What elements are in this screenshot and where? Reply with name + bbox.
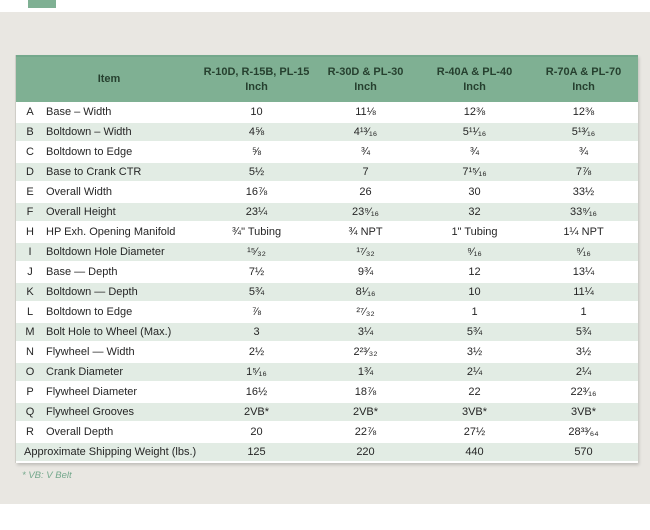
row-value: ¹⁷⁄₃₂ (356, 246, 375, 258)
row-letter: I (28, 246, 32, 258)
row-value: 12⅜ (463, 105, 486, 118)
row-value: ¾ (469, 146, 480, 158)
row-value: 23¼ (245, 206, 268, 218)
row-item-label: Crank Diameter (46, 366, 124, 378)
row-item-label: Boltdown to Edge (46, 146, 133, 158)
row-item-label: Overall Depth (46, 426, 114, 438)
shipping-weight-value: 570 (574, 446, 593, 458)
table-row (16, 122, 638, 142)
row-item-label: Boltdown to Edge (46, 306, 133, 318)
table-row (16, 342, 638, 362)
row-value: 3VB* (570, 406, 597, 418)
row-letter: N (26, 346, 34, 358)
table-row (16, 302, 638, 322)
row-value: 5¾ (575, 326, 592, 338)
row-value: 5¹³⁄₁₆ (571, 126, 596, 138)
row-value: 10 (250, 105, 263, 118)
shipping-weight-row (16, 442, 638, 462)
row-value: ¾ NPT (348, 226, 383, 238)
row-value: 5½ (248, 166, 265, 178)
row-value: ⅝ (251, 146, 262, 158)
cropped-green-element (28, 0, 56, 8)
row-value: 33½ (572, 186, 595, 198)
row-value: 3 (253, 326, 260, 338)
row-value: ¾ (360, 146, 371, 158)
row-value: 9¾ (357, 266, 374, 278)
table-row (16, 102, 638, 122)
table-row (16, 322, 638, 342)
row-value: 2VB* (243, 406, 270, 418)
row-value: 1¾ (357, 366, 374, 378)
row-value: 2²³⁄₃₂ (353, 346, 378, 358)
row-item-label: Base — Depth (46, 266, 118, 278)
row-letter: R (26, 426, 34, 438)
row-value: 18⅞ (354, 386, 377, 398)
row-item-label: Base – Width (46, 105, 112, 118)
pump-spec-table (16, 55, 638, 463)
column-header-model-1 (202, 56, 311, 102)
column-header-unit: Inch (245, 80, 268, 93)
column-header-unit: Inch (463, 80, 486, 93)
row-item-label: Boltdown Hole Diameter (46, 246, 165, 258)
row-letter: C (26, 146, 34, 158)
table-row (16, 222, 638, 242)
row-value: 22⅞ (354, 426, 377, 438)
row-value: ⁹⁄₁₆ (467, 246, 482, 258)
row-value: 11¼ (573, 286, 594, 298)
row-value: 30 (468, 186, 481, 198)
row-value: 11⅛ (355, 105, 376, 118)
table-row (16, 422, 638, 442)
row-value: 3¼ (357, 326, 374, 338)
row-letter: F (26, 206, 34, 218)
row-value: 7⅞ (575, 166, 592, 178)
row-value: 33⁹⁄₁₆ (570, 206, 597, 218)
row-item-label: Flywheel — Width (46, 346, 135, 358)
row-value: 1⁵⁄₁₆ (246, 366, 267, 378)
spec-table-body (16, 102, 638, 462)
row-value: ²⁷⁄₃₂ (356, 306, 375, 318)
row-value: 2¼ (466, 366, 483, 378)
row-value: ¾ (578, 146, 589, 158)
column-header-model-3 (420, 56, 529, 102)
row-value: 16⅞ (245, 186, 268, 198)
row-value: 12⅜ (572, 105, 595, 118)
row-value: ¾" Tubing (231, 226, 282, 238)
column-header-unit: Inch (572, 80, 595, 93)
table-row (16, 242, 638, 262)
row-value: 2½ (248, 346, 265, 358)
row-value: 1 (471, 306, 478, 318)
row-item-label: Bolt Hole to Wheel (Max.) (46, 326, 172, 338)
row-value: 1 (580, 306, 587, 318)
row-value: 5¾ (248, 286, 265, 298)
spec-table-container (15, 55, 637, 463)
column-header-unit: Inch (354, 80, 377, 93)
row-letter: D (26, 166, 34, 178)
table-row (16, 162, 638, 182)
row-value: 22³⁄₁₆ (570, 386, 597, 398)
table-row (16, 382, 638, 402)
shipping-weight-value: 440 (465, 446, 484, 458)
row-value: 28³³⁄₆₄ (568, 426, 599, 438)
column-header-label: R-40A & PL-40 (436, 65, 513, 78)
row-value: ⅞ (251, 306, 262, 318)
row-value: 23⁹⁄₁₆ (352, 206, 379, 218)
row-item-label: Boltdown — Depth (46, 286, 138, 298)
row-value: 12 (468, 266, 481, 278)
row-value: 4¹³⁄₁₆ (353, 126, 378, 138)
row-value: 16½ (245, 386, 268, 398)
row-value: 2¼ (575, 366, 592, 378)
row-item-label: Overall Height (46, 206, 116, 218)
row-item-label: HP Exh. Opening Manifold (46, 226, 176, 238)
row-value: ¹⁵⁄₃₂ (247, 246, 266, 258)
row-letter: P (26, 386, 34, 398)
row-value: 7 (362, 166, 369, 178)
row-value: 3½ (466, 346, 483, 358)
row-value: ⁹⁄₁₆ (576, 246, 591, 258)
row-letter: M (25, 326, 35, 338)
column-header-label: R-70A & PL-70 (545, 65, 622, 78)
row-letter: L (26, 306, 34, 318)
row-item-label: Overall Width (46, 186, 113, 198)
row-value: 10 (468, 286, 481, 298)
row-value: 1¼ NPT (563, 226, 604, 238)
vb-footnote: * VB: V Belt (22, 470, 72, 481)
row-value: 5¹¹⁄₁₆ (462, 126, 487, 138)
shipping-weight-value: 125 (247, 446, 266, 458)
table-row (16, 362, 638, 382)
column-header-label: R-30D & PL-30 (327, 65, 404, 78)
column-header-model-4 (529, 56, 638, 102)
table-header (16, 56, 638, 102)
row-value: 13¼ (572, 266, 595, 278)
row-value: 3VB* (461, 406, 488, 418)
column-header-label: R-10D, R-15B, PL-15 (203, 65, 310, 78)
row-value: 5¾ (466, 326, 483, 338)
column-header-label: Item (97, 73, 121, 86)
table-row (16, 282, 638, 302)
row-item-label: Base to Crank CTR (46, 166, 142, 178)
row-letter: B (26, 126, 34, 138)
row-letter: A (26, 105, 34, 118)
row-value: 8¹⁄₁₆ (355, 286, 376, 298)
row-value: 7½ (248, 266, 265, 278)
row-value: 32 (468, 206, 481, 218)
column-header-model-2 (311, 56, 420, 102)
row-value: 2VB* (352, 406, 379, 418)
table-row (16, 262, 638, 282)
row-value: 1" Tubing (451, 226, 498, 238)
row-value: 27½ (463, 426, 486, 438)
table-row (16, 402, 638, 422)
row-value: 4⅝ (248, 126, 265, 138)
row-letter: H (26, 226, 34, 238)
table-row (16, 142, 638, 162)
row-value: 3½ (575, 346, 592, 358)
row-value: 26 (359, 186, 372, 198)
row-value: 20 (250, 426, 263, 438)
table-row (16, 202, 638, 222)
row-item-label: Boltdown – Width (46, 126, 132, 138)
row-letter: Q (25, 406, 35, 418)
shipping-weight-value: 220 (356, 446, 375, 458)
row-letter: J (27, 266, 33, 278)
row-letter: E (26, 186, 34, 198)
row-letter: O (25, 366, 35, 378)
row-value: 22 (468, 386, 481, 398)
row-item-label: Flywheel Grooves (46, 406, 135, 418)
row-item-label: Flywheel Diameter (46, 386, 138, 398)
table-row (16, 182, 638, 202)
row-value: 7¹⁵⁄₁₆ (462, 166, 487, 178)
column-header-item (16, 56, 202, 102)
row-letter: K (26, 286, 34, 298)
shipping-weight-label: Approximate Shipping Weight (lbs.) (24, 446, 197, 458)
